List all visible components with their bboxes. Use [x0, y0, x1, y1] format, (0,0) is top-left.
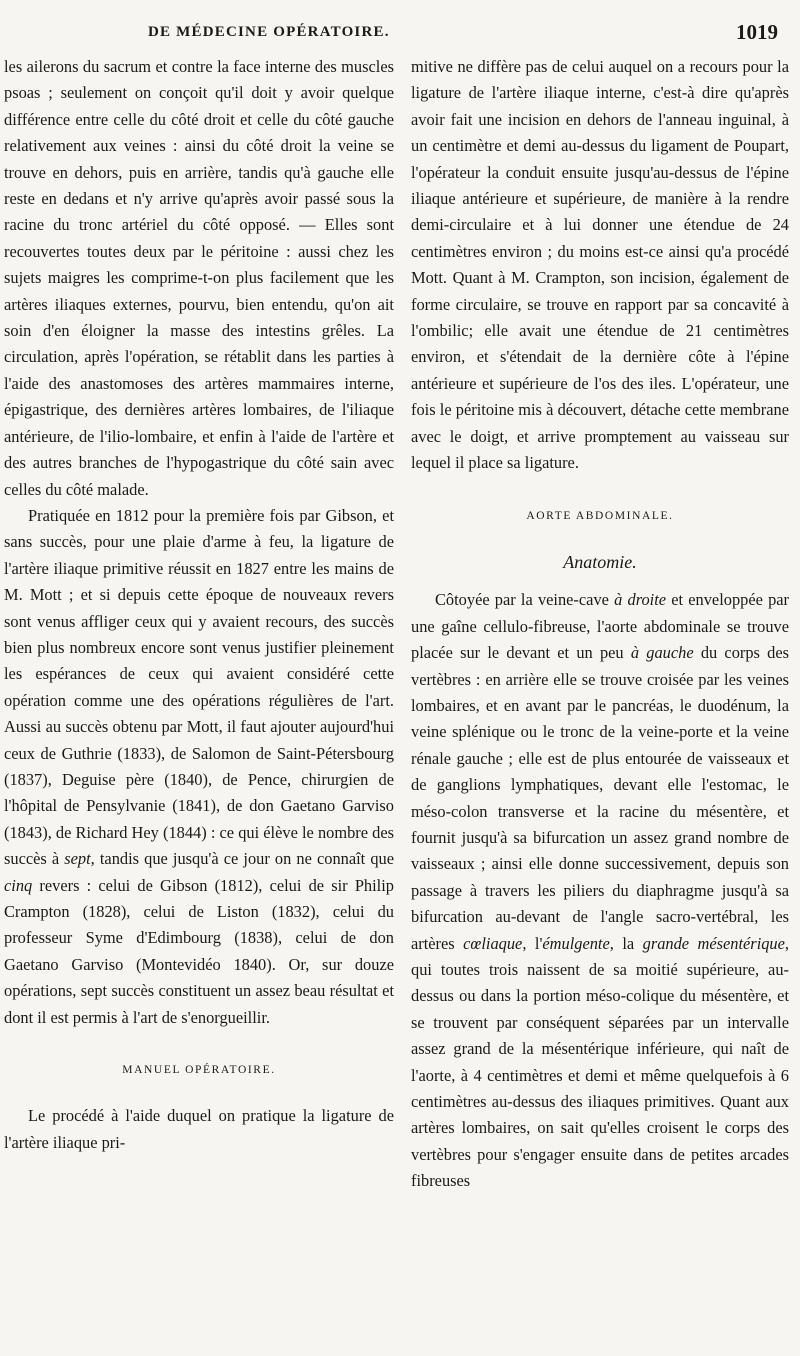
emphasis-a-gauche: à gauche	[630, 643, 694, 663]
text-run: et enveloppée par une gaîne cellulo-fibreuse, l'aorte abdominale se trouve placée sur le devant et un peu	[411, 590, 789, 663]
emphasis-sept: sept	[64, 849, 91, 869]
running-head-title: DE MÉDECINE OPÉRATOIRE.	[148, 24, 390, 40]
emphasis-grande-mesenterique: grande mésentérique	[642, 933, 785, 953]
emphasis-a-droite: à droite	[614, 590, 667, 610]
right-column	[411, 54, 789, 1195]
running-head	[0, 4, 800, 44]
emphasis-cinq: cinq	[4, 875, 33, 895]
text-run: , l'	[522, 933, 543, 953]
text-run: Côtoyée par la veine-cave	[435, 590, 615, 610]
emphasis-coeliaque: cœliaque	[463, 933, 523, 953]
paragraph-procedure-continued: mitive ne diffère pas de celui auquel on a recours pour la ligature de l'artère iliaque interne, c'est-à dire qu'après avoir fait une incision en dehors de l'anneau inguinal, à un centimètre et demi au-dessus du ligament de Poupart, l'opérateur la conduit ensuite jusqu'au-dessus de l'épine iliaque antérieure et supérieure, de manière à la rendre demi-circulaire et à lui donner une étendue de 24 centimètres environ ; du moins est-ce ainsi qu'a procédé Mott. Quant à M. Crampton, son incision, également de forme circulaire, se trouve en rapport par sa concavité à l'ombilic; elle avait une étendue de 21 centimètres environ, et s'étendait de la dernière côte à l'épine antérieure et supérieure de l'os des iles. L'opérateur, une fois le péritoine mis à découvert, détache cette membrane avec le doigt, et arrive promptement au vaisseau sur lequel il place sa ligature.	[411, 57, 789, 473]
paragraph-procedure: Le procédé à l'aide duquel on pratique la ligature de l'artère iliaque pri-	[4, 1106, 394, 1152]
text-run: , qui toutes trois naissent de sa moitié supérieure, au-dessus ou dans la portion méso-colique du mésentère, et se trouvent par conséquent séparées par un intervalle assez grand de la mésentérique inférieure, qui naît de l'aorte, à 4 centimètres et demi et même quelquefois à 6 centimètres au-dessus des iliaques primitives. Quant aux artères lombaires, on sait qu'elles croisent le corps des vertèbres pour s'engager ensuite dans de petites arcades fibreuses	[411, 933, 790, 1191]
text-run: , tandis que jusqu'à ce jour on ne connaît que	[90, 849, 394, 869]
emphasis-emulgente: émulgente	[542, 933, 610, 953]
paragraph-history	[4, 503, 394, 1031]
text-run: Pratiquée en 1812 pour la première fois par Gibson, et sans succès, pour une plaie d'arme à feu, la ligature de l'artère iliaque primitive réussit en 1827 entre les mains de M. Mott ; et si depuis cette époque de nouveaux revers sont venus affliger ceux qui y avaient recours, des succès bien plus nombreux encore sont venus justifier pleinement les espérances de ceux qui avaient considéré cette opération comme une des opérations régulières de l'art. Aussi au succès obtenu par Mott, il faut ajouter aujourd'hui ceux de Guthrie (1833), de Salomon de Saint-Pétersbourg (1837), Deguise père (1840), de Pence, chirurgien de l'hôpital de Pensylvanie (1841), de don Gaetano Garviso (1843), de Richard Hey (1844) : ce qui élève le nombre des succès à	[4, 505, 394, 869]
section-heading-manuel-operatoire: MANUEL OPÉRATOIRE.	[122, 1064, 276, 1077]
page-number: 1019	[736, 20, 778, 44]
section-heading-aorte-abdominale: AORTE ABDOMINALE.	[526, 509, 674, 522]
paragraph-anatomy	[411, 587, 789, 1194]
left-column	[4, 54, 394, 1156]
paragraph-continued: les ailerons du sacrum et contre la face interne des muscles psoas ; seulement on conçoit qu'il doit y avoir quelque différence entre celle du côté droit et celle du côté gauche relativement aux veines : ainsi du côté droit la veine se trouve en dehors, puis en arrière, tandis qu'à gauche elle reste en dedans et n'y arrive qu'après avoir passé sous la racine du tronc artériel du côté opposé. — Elles sont recouvertes toutes deux par le péritoine : aussi chez les sujets maigres les comprime-t-on plus facilement que les artères iliaques externes, pourvu, bien entendu, qu'on ait soin d'en éloigner la masse des intestins grêles. La circulation, après l'opération, se rétablit dans les parties à l'aide des anastomoses des artères mammaires interne, épigastrique, des dernières artères lombaires, de l'iliaque antérieure, de l'ilio-lombaire, et enfin à l'aide de l'artère et des autres branches de l'hypogastrique du côté sain avec celles du côté malade.	[4, 57, 394, 499]
text-run: revers : celui de Gibson (1812), celui de sir Philip Crampton (1828), celui de Liston (1832), celui du professeur Syme d'Edimbourg (1838), celui de don Gaetano Garviso (Montevidéo 1840). Or, sur douze opérations, sept succès constituent un assez beau résultat et dont il est permis à l'art de s'enorgueillir.	[4, 875, 394, 1027]
text-run: du corps des vertèbres : en arrière elle se trouve croisée par les veines lombaires, et en avant par le pancréas, le duodénum, la veine splénique ou le tronc de la veine-porte et la veine rénale gauche ; elle est de plus entourée de vaisseaux et de ganglions lymphatiques, devant elle l'estomac, le méso-colon transverse et la racine du mésentère, et fournit jusqu'à sa bifurcation un assez grand nombre de vaisseaux ; ainsi elle donne successivement, depuis son passage à travers les piliers du diaphragme jusqu'à sa bifurcation au-devant de l'angle sacro-vertébral, les artères	[411, 643, 789, 953]
text-run: , la	[609, 933, 643, 953]
subsection-heading-anatomie: Anatomie.	[563, 551, 637, 572]
